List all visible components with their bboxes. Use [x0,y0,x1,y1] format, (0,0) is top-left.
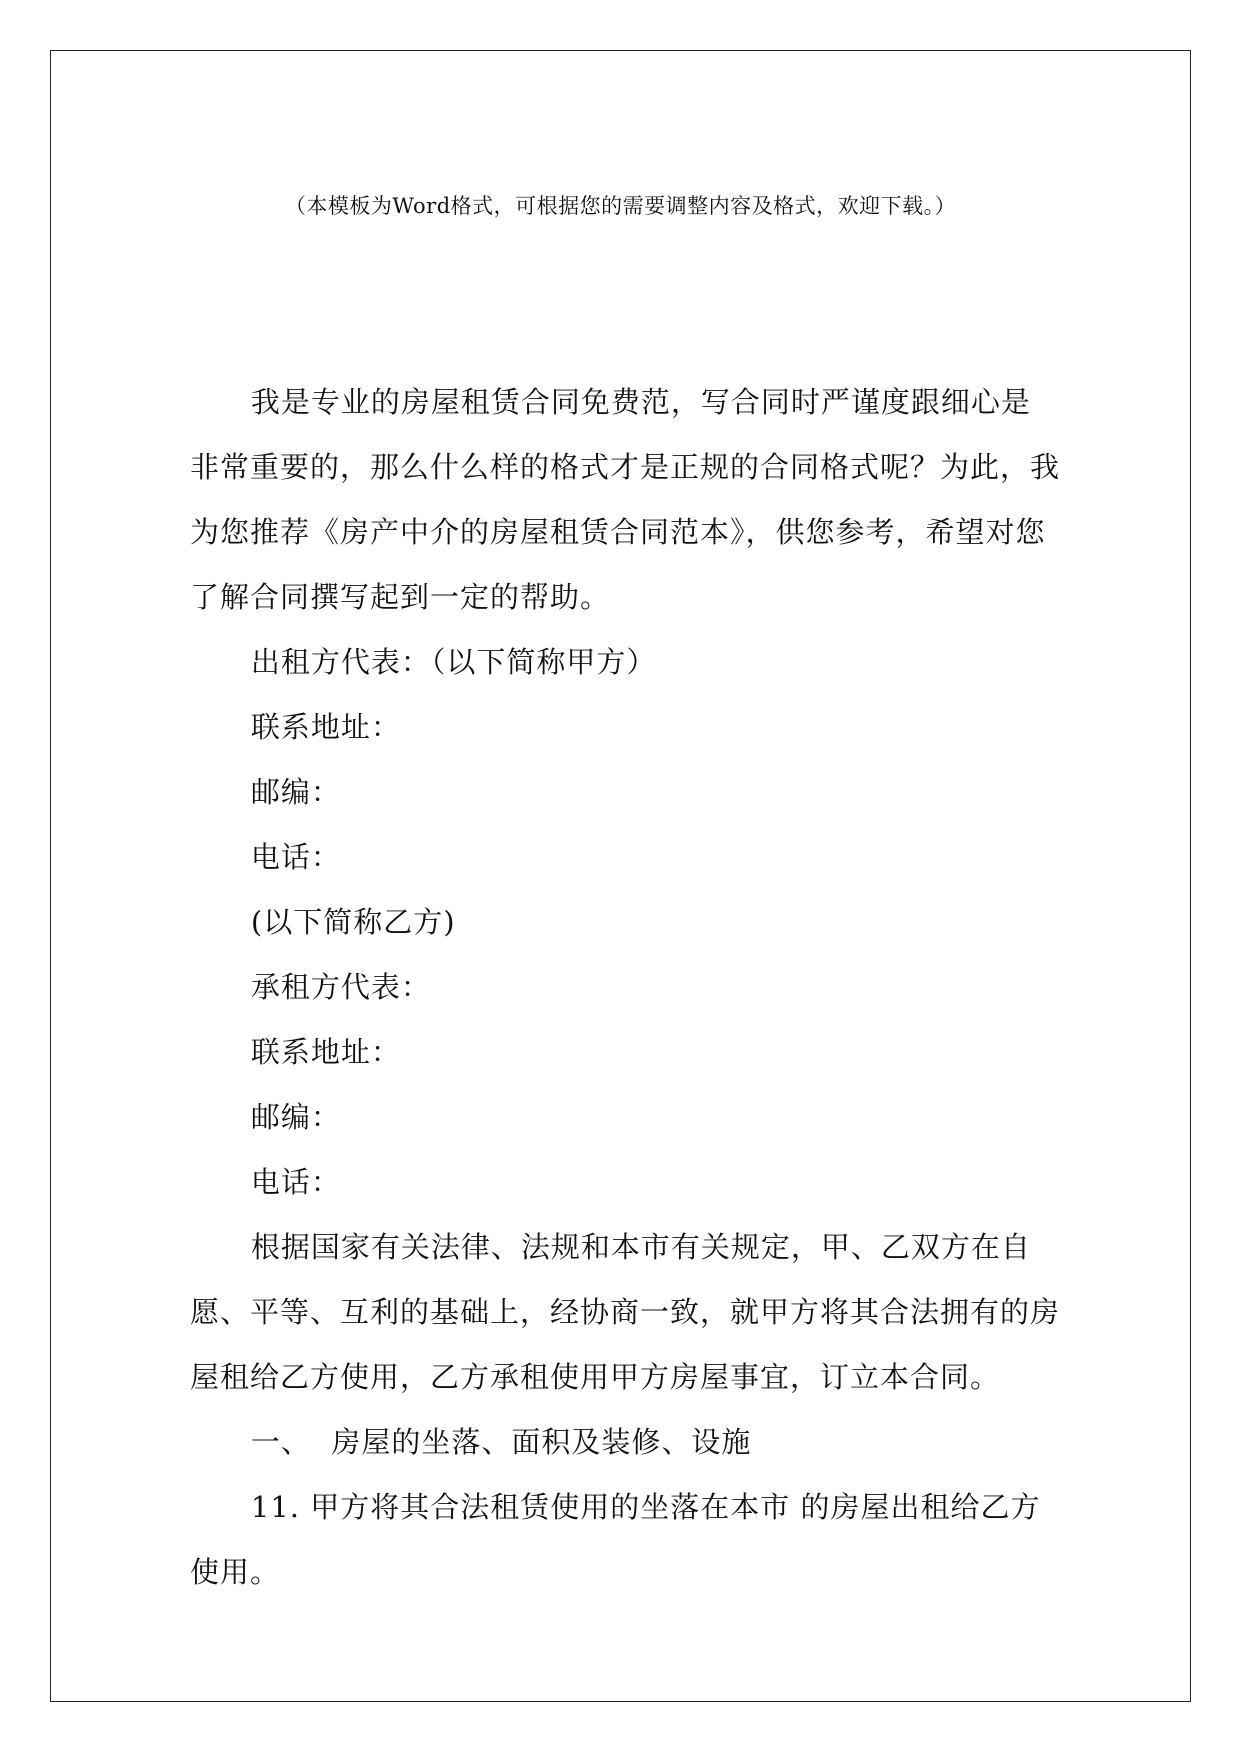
lessee-address-line: 联系地址： [250,1035,401,1069]
lessee-phone-line: 电话： [250,1165,341,1199]
lessee-representative-line: 承租方代表： [250,970,431,1004]
lessee-postcode-line: 邮编： [250,1100,341,1134]
intro-paragraph: 我是专业的房屋租赁合同免费范，写合同时严谨度跟细心是非常重要的，那么什么样的格式才是正规的合同格式呢？为此，我为您推荐《房产中介的房屋租赁合同范本》，供您参考，希望对您了解合同撰写起到一定的帮助。 [190,385,1061,614]
template-note: （本模板为Word格式，可根据您的需要调整内容及格式，欢迎下载。） [284,194,957,218]
lessor-postcode-line: 邮编： [250,775,341,809]
lessor-address-line: 联系地址： [250,710,401,744]
document-body [190,370,1060,1605]
clause-1-1: 11. 甲方将其合法租赁使用的坐落在本市 的房屋出租给乙方使用。 [190,1490,1041,1589]
section-1-heading: 一、 房屋的坐落、面积及装修、设施 [250,1425,752,1459]
basis-paragraph: 根据国家有关法律、法规和本市有关规定，甲、乙双方在自愿、平等、互利的基础上，经协商一致，就甲方将其合法拥有的房屋租给乙方使用，乙方承租使用甲方房屋事宜，订立本合同。 [190,1230,1061,1394]
lessee-alias-line: (以下简称乙方) [250,905,456,939]
lessor-phone-line: 电话： [250,840,341,874]
lessor-representative-line: 出租方代表：（以下简称甲方） [250,645,657,679]
